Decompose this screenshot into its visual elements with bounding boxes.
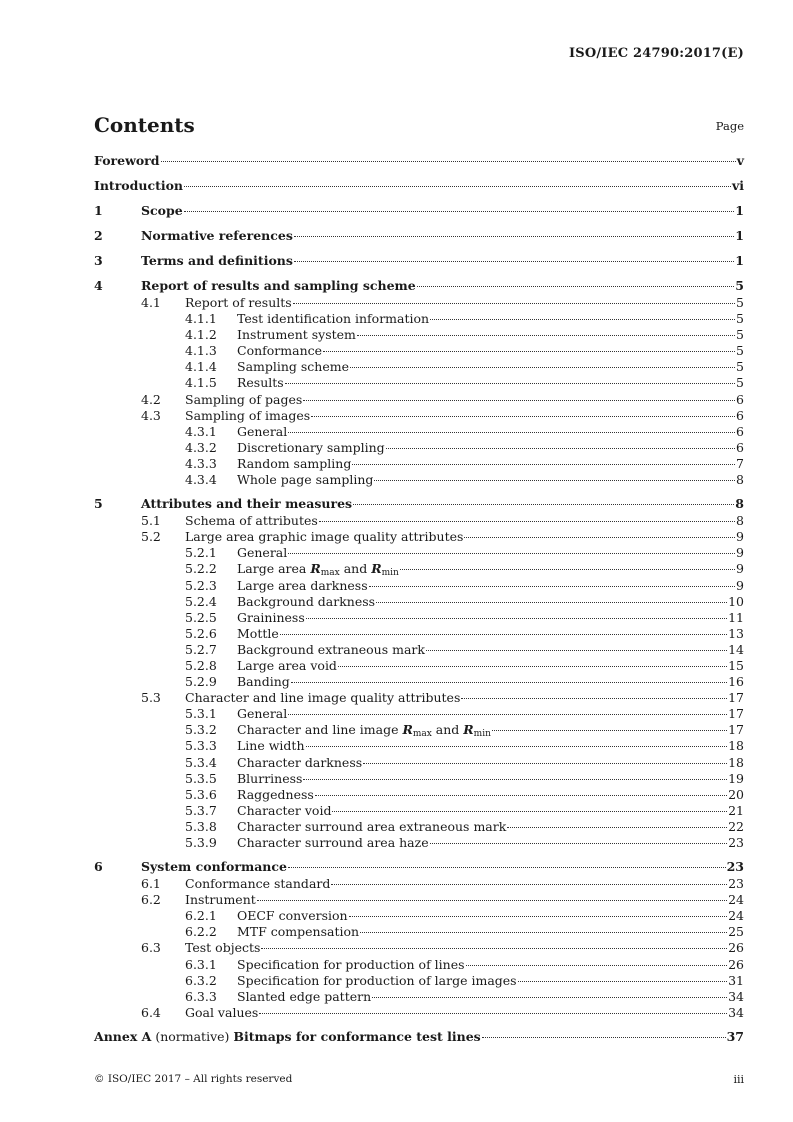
toc-entry[interactable] — [94, 819, 744, 835]
toc-entry-page: 8 — [735, 496, 744, 512]
dot-leader — [360, 932, 727, 933]
toc-entry[interactable] — [94, 658, 744, 674]
toc-entry[interactable] — [94, 359, 744, 375]
dot-leader — [350, 367, 735, 368]
toc-entry[interactable] — [94, 738, 744, 754]
dot-leader — [257, 900, 727, 901]
toc-entry[interactable] — [94, 594, 744, 610]
toc-entry[interactable] — [94, 973, 744, 989]
toc-entry-number: 5.3.5 — [185, 770, 217, 786]
toc-entry-title: Sampling scheme — [237, 359, 350, 375]
toc-entry-page: 22 — [728, 818, 744, 834]
toc-entry[interactable] — [94, 722, 744, 738]
toc-entry-number: 2 — [94, 228, 103, 243]
toc-entry[interactable] — [94, 178, 744, 195]
dot-leader — [369, 586, 735, 587]
toc-entry[interactable] — [94, 626, 744, 642]
toc-entry[interactable] — [94, 327, 744, 343]
dot-leader — [280, 634, 727, 635]
toc-entry[interactable] — [94, 674, 744, 690]
toc-entry-title: Specification for production of lines — [237, 956, 465, 972]
toc-entry[interactable] — [94, 787, 744, 803]
toc-entry-number: 4.1.4 — [185, 359, 217, 375]
toc-entry[interactable] — [94, 924, 744, 940]
dot-leader — [338, 666, 727, 667]
toc-entry-page: 25 — [728, 924, 744, 940]
toc-entry-number: 5.2.1 — [185, 545, 217, 561]
toc-entry-title: Graininess — [237, 609, 305, 625]
toc-entry[interactable] — [94, 690, 744, 706]
toc-entry[interactable] — [94, 561, 744, 577]
toc-entry-title: Specification for production of large images — [237, 972, 517, 988]
toc-entry[interactable] — [94, 859, 744, 876]
toc-entry-title: Mottle — [237, 625, 279, 641]
toc-entry-number: 6.2.2 — [185, 924, 217, 940]
toc-entry-page: 6 — [736, 407, 744, 423]
toc-entry-page: 15 — [728, 657, 744, 673]
toc-entry-number: 4.1.3 — [185, 343, 217, 359]
toc-entry-page: 5 — [736, 359, 744, 375]
toc-entry-number: 5.2.6 — [185, 625, 217, 641]
dot-leader — [461, 698, 727, 699]
toc-entry[interactable] — [94, 392, 744, 408]
toc-entry-page: 5 — [736, 343, 744, 359]
toc-entry-page: 9 — [736, 529, 744, 545]
toc-entry-title: Attributes and their measures — [141, 496, 353, 512]
toc-entry-number: 4.3.1 — [185, 423, 217, 439]
toc-entry[interactable] — [94, 228, 744, 245]
toc-entry[interactable] — [94, 375, 744, 391]
toc-entry-number: 5.2.9 — [185, 674, 217, 690]
dot-leader — [507, 827, 727, 828]
toc-entry-page: 19 — [728, 770, 744, 786]
toc-entry-page: 11 — [728, 609, 744, 625]
toc-entry-number: 6.3.2 — [185, 972, 217, 988]
toc-entry-number: 6 — [94, 859, 103, 875]
toc-entry[interactable] — [94, 295, 744, 311]
toc-entry-number: 5.2.5 — [185, 609, 217, 625]
toc-entry-title: OECF conversion — [237, 908, 348, 924]
toc-entry[interactable] — [94, 408, 744, 424]
toc-entry-title: Large area graphic image quality attributes — [185, 529, 464, 545]
toc-entry-number: 6.3.3 — [185, 988, 217, 1004]
toc-entry-title: Instrument — [185, 892, 256, 908]
toc-entry-page: 10 — [728, 593, 744, 609]
toc-entry[interactable] — [94, 803, 744, 819]
dot-leader — [259, 1013, 727, 1014]
toc-entry-number: 5.2.8 — [185, 657, 217, 673]
dot-leader — [161, 161, 736, 162]
toc-entry-number: 4.3.3 — [185, 455, 217, 471]
toc-entry-title: Large area darkness — [237, 577, 368, 593]
dot-leader — [386, 448, 735, 449]
toc-entry-title: Character and line image quality attributes — [185, 690, 461, 706]
dot-leader — [492, 730, 727, 731]
dot-leader — [319, 521, 735, 522]
toc-entry-page: 5 — [735, 278, 744, 293]
toc-entry-page: 26 — [728, 956, 744, 972]
toc-entry-page: 9 — [736, 561, 744, 577]
toc-entry-title: Blurriness — [237, 770, 303, 786]
toc-heading: Contents — [94, 113, 195, 137]
dot-leader — [315, 795, 727, 796]
toc-entry-title: General — [237, 706, 288, 722]
toc-entry-page: 13 — [728, 625, 744, 641]
toc-entry-number: 5.2 — [141, 529, 161, 545]
toc-entry-title: Slanted edge pattern — [237, 988, 372, 1004]
toc-entry-title: Scope — [141, 203, 183, 218]
toc-entry-number: 5.3 — [141, 690, 161, 706]
dot-leader — [184, 186, 731, 187]
toc-entry-page: 9 — [736, 545, 744, 561]
toc-entry-title: Sampling of images — [185, 407, 311, 423]
toc-entry-page: 18 — [728, 754, 744, 770]
toc-entry-title: Character surround area extraneous mark — [237, 818, 507, 834]
toc-entry[interactable] — [94, 456, 744, 472]
toc-entry-title: Foreword — [94, 153, 160, 168]
toc-entry-title: General — [237, 423, 288, 439]
toc-entry-page: v — [736, 153, 744, 168]
toc-entry-number: 5.2.3 — [185, 577, 217, 593]
toc-entry-number: 3 — [94, 253, 103, 268]
toc-entry-number: 5.3.2 — [185, 722, 217, 738]
toc-entry[interactable] — [94, 755, 744, 771]
dot-leader — [372, 997, 727, 998]
toc-entry[interactable] — [94, 545, 744, 561]
dot-leader — [303, 779, 727, 780]
toc-entry[interactable] — [94, 908, 744, 924]
toc-entry-title: Terms and definitions — [141, 253, 293, 268]
dot-leader — [311, 416, 735, 417]
page-number: iii — [733, 1073, 744, 1086]
toc-entry-number: 6.2.1 — [185, 908, 217, 924]
toc-entry-number: 4.3 — [141, 407, 161, 423]
toc-entry-page: 6 — [736, 439, 744, 455]
toc-entry-page: 9 — [736, 577, 744, 593]
toc-entry-title: Results — [237, 375, 284, 391]
toc-entry-page: 1 — [735, 253, 744, 268]
toc-entry[interactable] — [94, 496, 744, 513]
toc-entry-title: Whole page sampling — [237, 472, 374, 488]
toc-entry-page: 34 — [728, 1004, 744, 1020]
toc-entry-title: Conformance — [237, 343, 323, 359]
toc-entry-number: 5.3.1 — [185, 706, 217, 722]
dot-leader — [294, 236, 734, 237]
toc-entry-page: 17 — [728, 706, 744, 722]
toc-entry-number: 6.3.1 — [185, 956, 217, 972]
toc-entry-title: Large area void — [237, 657, 337, 673]
dot-leader — [331, 884, 727, 885]
dot-leader — [482, 1037, 726, 1038]
toc-entry-number: 5.2.7 — [185, 641, 217, 657]
dot-leader — [332, 811, 727, 812]
toc-entry-page: 21 — [728, 802, 744, 818]
toc-entry-page: 14 — [728, 641, 744, 657]
toc-entry-number: 4.1.1 — [185, 311, 217, 327]
toc-entry-page: 8 — [736, 513, 744, 529]
toc-entry-page: 20 — [728, 786, 744, 802]
toc-entry[interactable] — [94, 1029, 744, 1046]
dot-leader — [426, 650, 727, 651]
dot-leader — [357, 335, 735, 336]
dot-leader — [400, 569, 735, 570]
toc-entry-title: System conformance — [141, 859, 287, 875]
dot-leader — [285, 383, 735, 384]
dot-leader — [288, 867, 726, 868]
toc-entry-page: 1 — [735, 203, 744, 218]
dot-leader — [288, 714, 727, 715]
toc-entry-number: 4 — [94, 278, 103, 293]
toc-entry-title: Raggedness — [237, 786, 314, 802]
dot-leader — [518, 981, 728, 982]
toc-entry-title: Character and line image $R_{max}$ and $R_{min}$ — [237, 722, 491, 740]
toc-entry-number: 5.3.7 — [185, 802, 217, 818]
toc-entry-number: 4.3.2 — [185, 439, 217, 455]
toc-entry-page: 7 — [736, 455, 744, 471]
dot-leader — [293, 303, 735, 304]
toc-entry-page: 18 — [728, 738, 744, 754]
dot-leader — [376, 602, 727, 603]
toc-entry-page: 1 — [735, 228, 744, 243]
toc-entry-title: Conformance standard — [185, 876, 331, 892]
toc-entry[interactable] — [94, 642, 744, 658]
toc-entry-title: Banding — [237, 674, 290, 690]
toc-entry-title: Character darkness — [237, 754, 363, 770]
toc-entry-page: 6 — [736, 423, 744, 439]
toc-entry-page: 23 — [728, 876, 744, 892]
toc-entry[interactable] — [94, 311, 744, 327]
toc-entry-title: Background extraneous mark — [237, 641, 425, 657]
toc-entry-title: Line width — [237, 738, 305, 754]
toc-entry-page: 17 — [728, 722, 744, 738]
dot-leader — [294, 261, 734, 262]
dot-leader — [288, 432, 735, 433]
toc-entry-number: 5.2.2 — [185, 561, 217, 577]
toc-entry[interactable] — [94, 529, 744, 545]
toc-entry[interactable] — [94, 153, 744, 170]
toc-entry-page: 16 — [728, 674, 744, 690]
toc-entry[interactable] — [94, 835, 744, 851]
toc-entry-page: 26 — [728, 940, 744, 956]
toc-entry-page: 5 — [736, 327, 744, 343]
page-column-label: Page — [715, 119, 744, 133]
toc-entry-page: vi — [731, 178, 744, 193]
toc-entry-title: Introduction — [94, 178, 184, 193]
toc-entry-number: 4.2 — [141, 391, 161, 407]
toc-entry-page: 6 — [736, 391, 744, 407]
toc-entry[interactable] — [94, 771, 744, 787]
toc-entry-number: 1 — [94, 203, 103, 218]
toc-entry-page: 5 — [736, 295, 744, 310]
toc-entry[interactable] — [94, 578, 744, 594]
toc-entry-number: 4.1 — [141, 295, 161, 310]
toc-entry-page: 23 — [726, 859, 744, 875]
toc-entry-number: 5.2.4 — [185, 593, 217, 609]
toc-entry[interactable] — [94, 940, 744, 956]
document-id: ISO/IEC 24790:2017(E) — [568, 46, 744, 61]
toc-entry-title: Annex A (normative) Bitmaps for conformance test lines — [94, 1028, 481, 1044]
dot-leader — [291, 682, 727, 683]
dot-leader — [374, 480, 735, 481]
toc-entry-number: 6.3 — [141, 940, 161, 956]
toc-entry-number: 6.2 — [141, 892, 161, 908]
toc-entry-number: 5.1 — [141, 513, 161, 529]
dot-leader — [306, 618, 727, 619]
dot-leader — [464, 537, 735, 538]
toc-entry-page: 23 — [728, 835, 744, 850]
toc-entry-number: 4.3.4 — [185, 472, 217, 488]
toc-entry[interactable] — [94, 1005, 744, 1021]
toc-entry[interactable] — [94, 253, 744, 270]
toc-entry-number: 5.3.9 — [185, 835, 217, 850]
toc-entry-title: Instrument system — [237, 327, 356, 343]
toc-entry-title: Test objects — [185, 940, 261, 956]
dot-leader — [466, 965, 728, 966]
toc-entry[interactable] — [94, 278, 744, 295]
toc-entry[interactable] — [94, 203, 744, 220]
toc-entry-page: 5 — [736, 311, 744, 327]
table-of-contents — [94, 153, 744, 1046]
toc-entry-title: Report of results — [185, 295, 292, 310]
toc-entry-page: 31 — [728, 972, 744, 988]
dot-leader — [363, 763, 727, 764]
toc-entry[interactable] — [94, 472, 744, 488]
toc-entry[interactable] — [94, 989, 744, 1005]
toc-entry-title: Test identification information — [237, 311, 430, 327]
dot-leader — [323, 351, 735, 352]
copyright-footer: © ISO/IEC 2017 – All rights reserved — [94, 1073, 293, 1085]
toc-entry[interactable] — [94, 876, 744, 892]
toc-entry-page: 34 — [728, 988, 744, 1004]
dot-leader — [353, 504, 734, 505]
toc-entry-title: Large area $R_{max}$ and $R_{min}$ — [237, 561, 399, 579]
toc-entry-number: 5.3.4 — [185, 754, 217, 770]
toc-entry-title: General — [237, 545, 288, 561]
toc-entry[interactable] — [94, 343, 744, 359]
dot-leader — [430, 319, 735, 320]
toc-entry-number: 6.1 — [141, 876, 161, 892]
toc-entry-page: 37 — [726, 1028, 744, 1044]
toc-entry-number: 4.1.5 — [185, 375, 217, 391]
toc-entry-number: 5.3.3 — [185, 738, 217, 754]
toc-entry-page: 24 — [728, 908, 744, 924]
toc-entry-number: 6.4 — [141, 1004, 161, 1020]
dot-leader — [184, 211, 735, 212]
toc-entry[interactable] — [94, 610, 744, 626]
toc-entry-title: Random sampling — [237, 455, 352, 471]
toc-entry[interactable] — [94, 892, 744, 908]
toc-entry-title: Discretionary sampling — [237, 439, 385, 455]
toc-entry-page: 24 — [728, 892, 744, 908]
toc-entry-title: Character surround area haze — [237, 835, 429, 850]
toc-entry[interactable] — [94, 957, 744, 973]
dot-leader — [352, 464, 735, 465]
toc-entry-page: 8 — [736, 472, 744, 488]
toc-entry-number: 5 — [94, 496, 103, 512]
dot-leader — [288, 553, 735, 554]
toc-entry-page: 5 — [736, 375, 744, 391]
toc-entry-title: MTF compensation — [237, 924, 360, 940]
dot-leader — [261, 948, 727, 949]
toc-entry[interactable] — [94, 424, 744, 440]
toc-entry[interactable] — [94, 706, 744, 722]
dot-leader — [303, 400, 735, 401]
toc-entry-title: Normative references — [141, 228, 293, 243]
toc-entry-page: 17 — [728, 690, 744, 706]
toc-entry-title: Sampling of pages — [185, 391, 303, 407]
dot-leader — [306, 746, 728, 747]
toc-entry-title: Background darkness — [237, 593, 376, 609]
toc-entry-title: Character void — [237, 802, 332, 818]
toc-entry-title: Goal values — [185, 1004, 259, 1020]
toc-entry-number: 4.1.2 — [185, 327, 217, 343]
dot-leader — [417, 286, 735, 287]
toc-entry[interactable] — [94, 513, 744, 529]
dot-leader — [430, 843, 727, 844]
toc-entry-number: 5.3.8 — [185, 818, 217, 834]
toc-entry-title: Report of results and sampling scheme — [141, 278, 416, 293]
toc-entry[interactable] — [94, 440, 744, 456]
dot-leader — [349, 916, 728, 917]
toc-entry-number: 5.3.6 — [185, 786, 217, 802]
toc-entry-title: Schema of attributes — [185, 513, 318, 529]
